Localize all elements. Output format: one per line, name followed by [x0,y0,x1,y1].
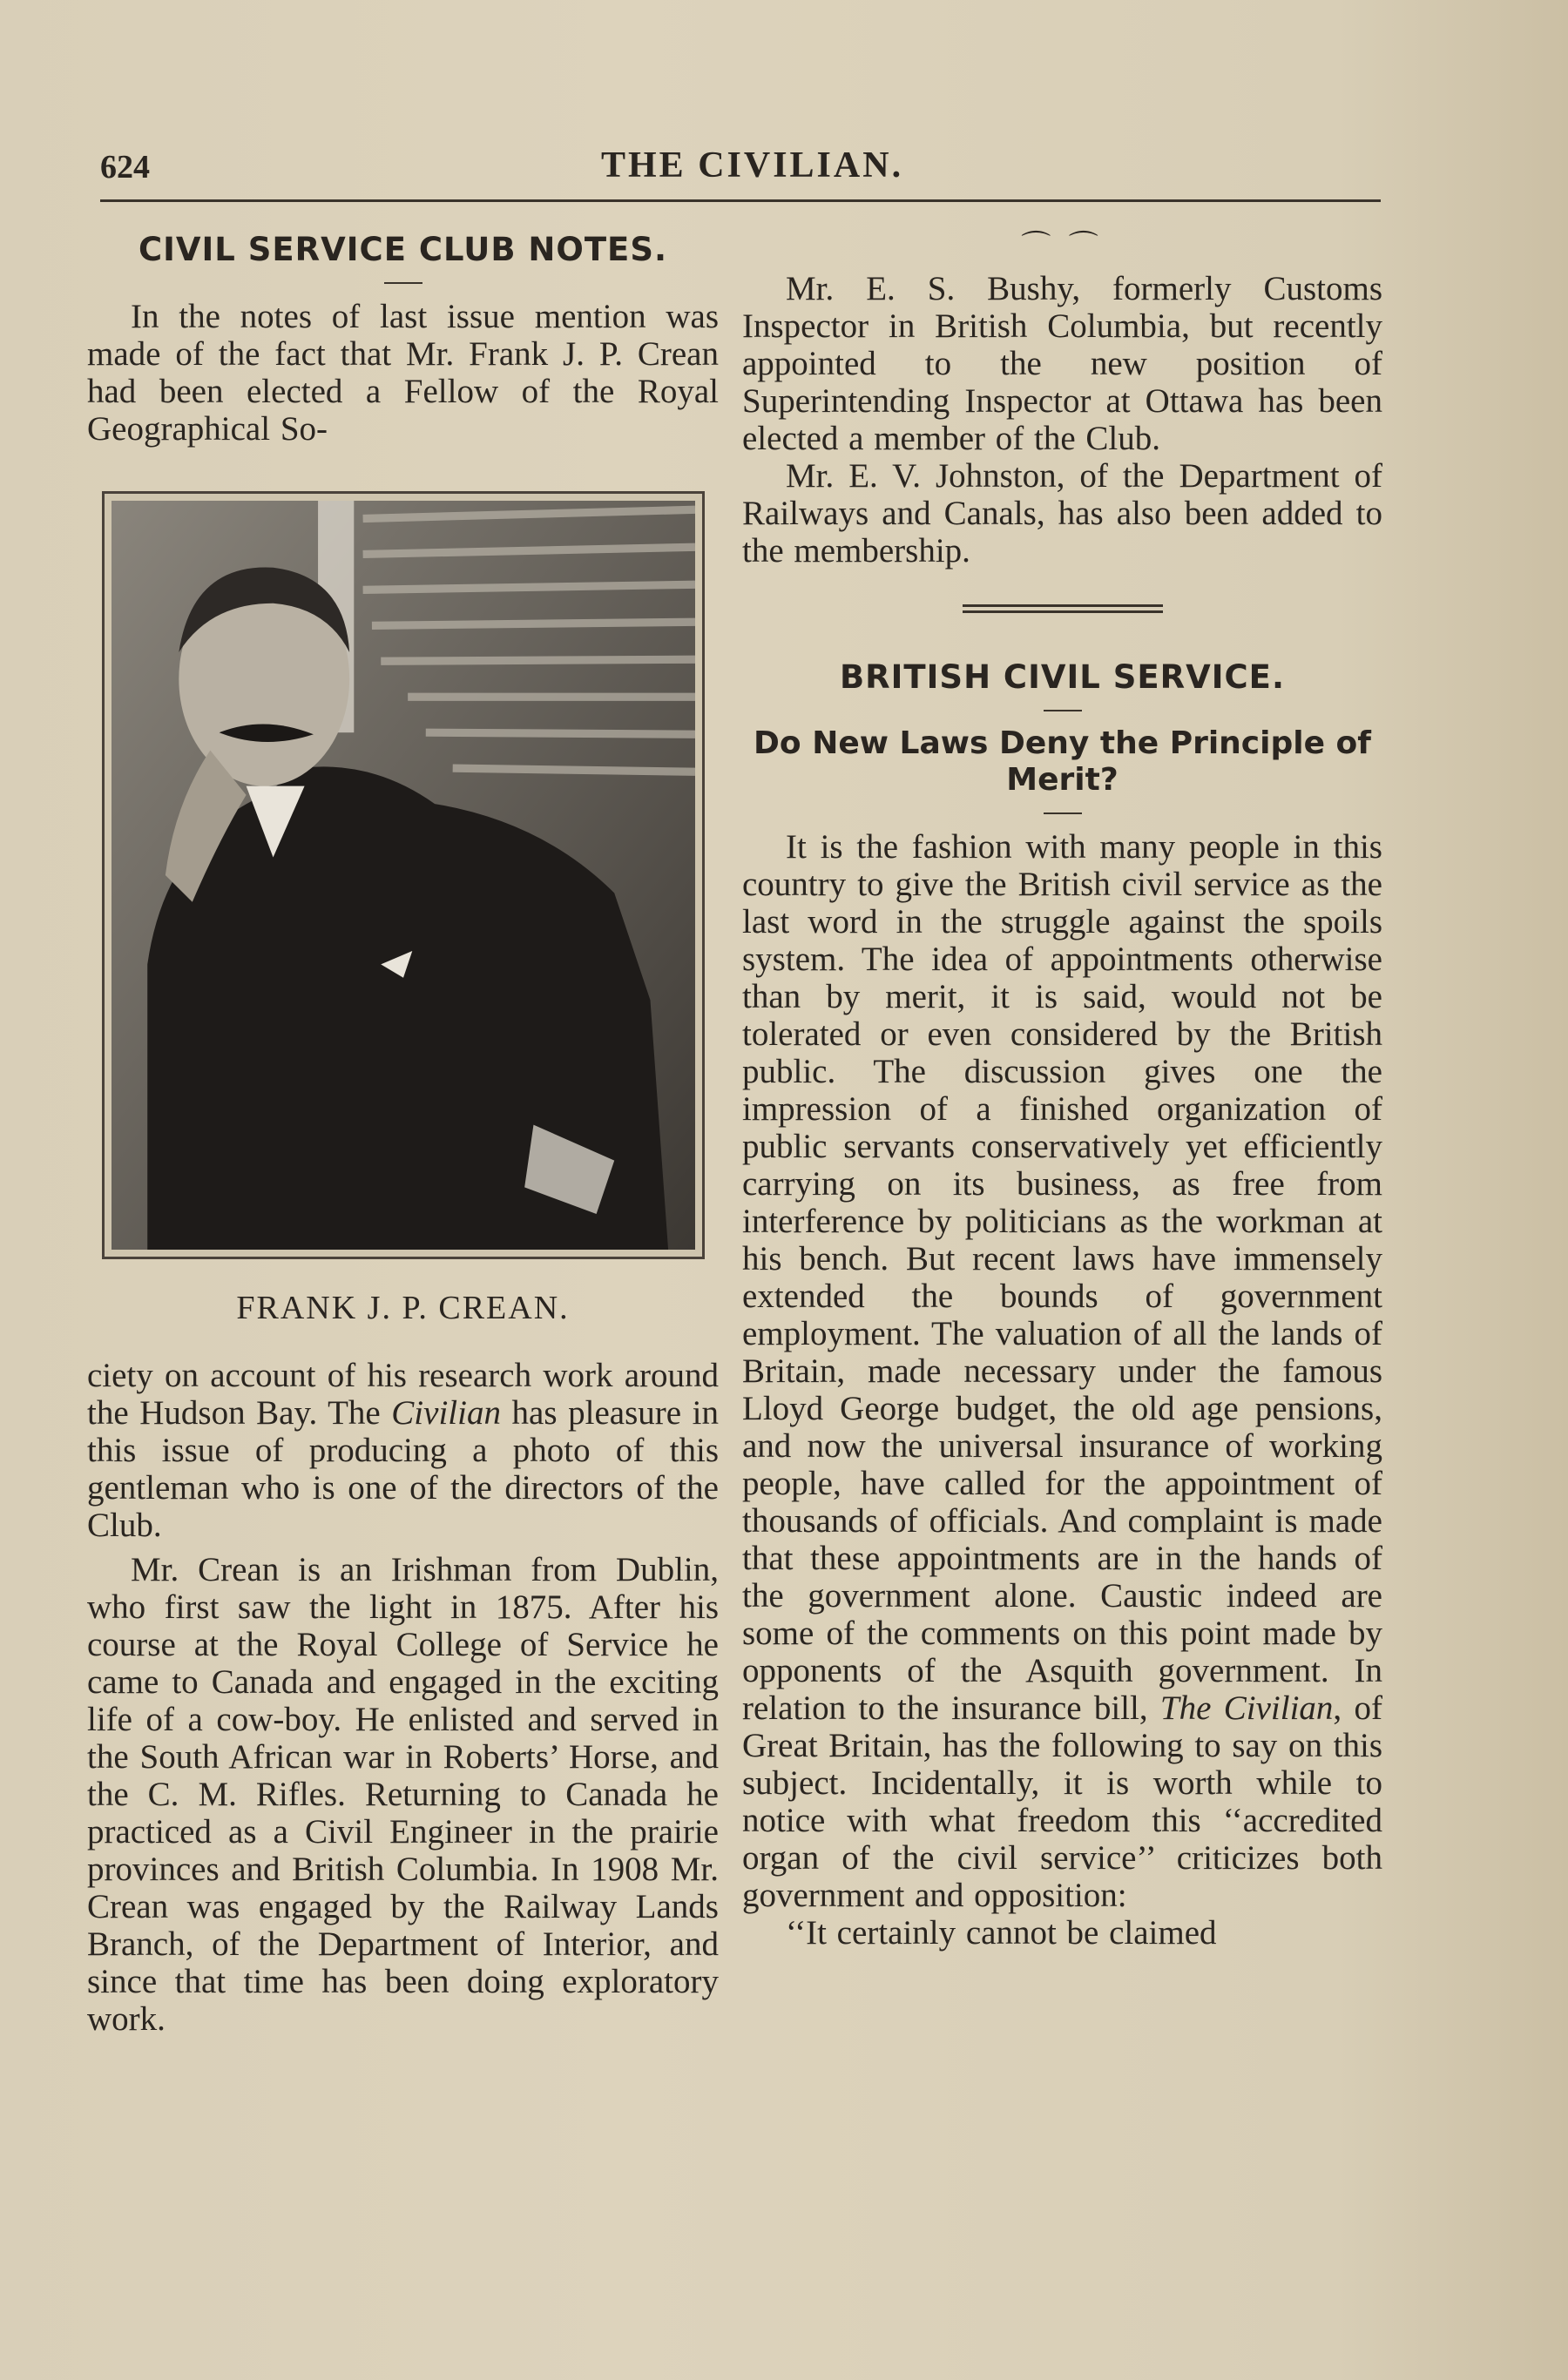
left-column [87,222,719,2038]
page-number: 624 [100,149,150,185]
section-divider [963,604,1163,613]
bushy-paragraph: Mr. E. S. Bushy, formerly Customs Inspector in British Columbia, but recently appointed to the new position of Superintending Inspector at Ottawa has been elected a member of the Club. [742,270,1382,457]
header-rule [100,199,1381,202]
portrait-illustration [112,501,695,1250]
club-notes-continuation [87,1357,719,1544]
title-rule [384,282,422,284]
page-header [100,139,1381,192]
johnston-paragraph: Mr. E. V. Johnston, of the Department of Railways and Canals, has also been added to the membership. [742,457,1382,570]
club-notes-intro: In the notes of last issue mention was made of the fact that Mr. Frank J. P. Crean had been elected a Fellow of the Royal Geographical So- [87,298,719,448]
article-text-2: , of Great Britain, has the following to say on this subject. Incidentally, it is worth while to notice with what freedom this ‘‘accredited organ of the civil service’’ criticizes both government and opposition: [742,1689,1382,1914]
subtitle-rule [1044,812,1082,814]
civilian-italic: Civilian [391,1394,501,1432]
the-civilian-italic: The Civilian [1159,1689,1334,1727]
right-column [742,222,1382,1952]
article-body [742,828,1382,1914]
british-civil-service-title: BRITISH CIVIL SERVICE. [839,658,1286,696]
article-text-1: It is the fashion with many people in this country to give the British civil service as the last word in the struggle against the spoils system. The idea of appointments otherwise than by merit, it is said, would not be tolerated or even considered by the British public. The discussion gives one the impression of a finished organization of public servants conservatively yet efficiently carrying on its business, as free from interference by politicians as the workman at his bench. But recent laws have immensely extended the bounds of government employment. The valuation of all the lands of Britain, made necessary under the famous Lloyd George budget, the old age pensions, and now the universal insurance of working people, have called for the appointment of thousands of officials. And complaint is made that these appointments are in the hands of the government alone. Caustic indeed are some of the comments on this point made by opponents of the Asquith government. In relation to the insurance bill, [742,828,1382,1727]
title-rule-2 [1044,710,1082,711]
article-subtitle: Do New Laws Deny the Principle of Merit? [754,725,1371,798]
crean-biography: Mr. Crean is an Irishman from Dublin, who first saw the light in 1875. After his course at the Royal College of Service he came to Canada and engaged in the exciting life of a cow-boy. He enlisted and served in the South African war in Roberts’ Horse, and the C. M. Rifles. Returning to Canada he practiced as a Civil Engineer in the prairie provinces and British Columbia. In 1908 Mr. Crean was engaged by the Railway Lands Branch, of the Department of Interior, and since that time has been doing exploratory work. [87,1551,719,2038]
portrait-frame [102,491,705,1259]
quote-start: ‘‘It certainly cannot be claimed [786,1914,1217,1952]
continuation-text-2: has pleasure in this issue of producing a photo of this gentleman who is one of the directors of the Club. [87,1394,719,1544]
portrait-caption: FRANK J. P. CREAN. [236,1290,570,1326]
club-notes-title: CIVIL SERVICE CLUB NOTES. [138,231,668,268]
running-title: THE CIVILIAN. [601,145,904,185]
ornament-divider: ⌒ ⌒ [1021,231,1104,263]
continuation-text-1: ciety on account of his research work around the Hudson Bay. The [87,1357,719,1432]
portrait-photo [112,501,695,1250]
